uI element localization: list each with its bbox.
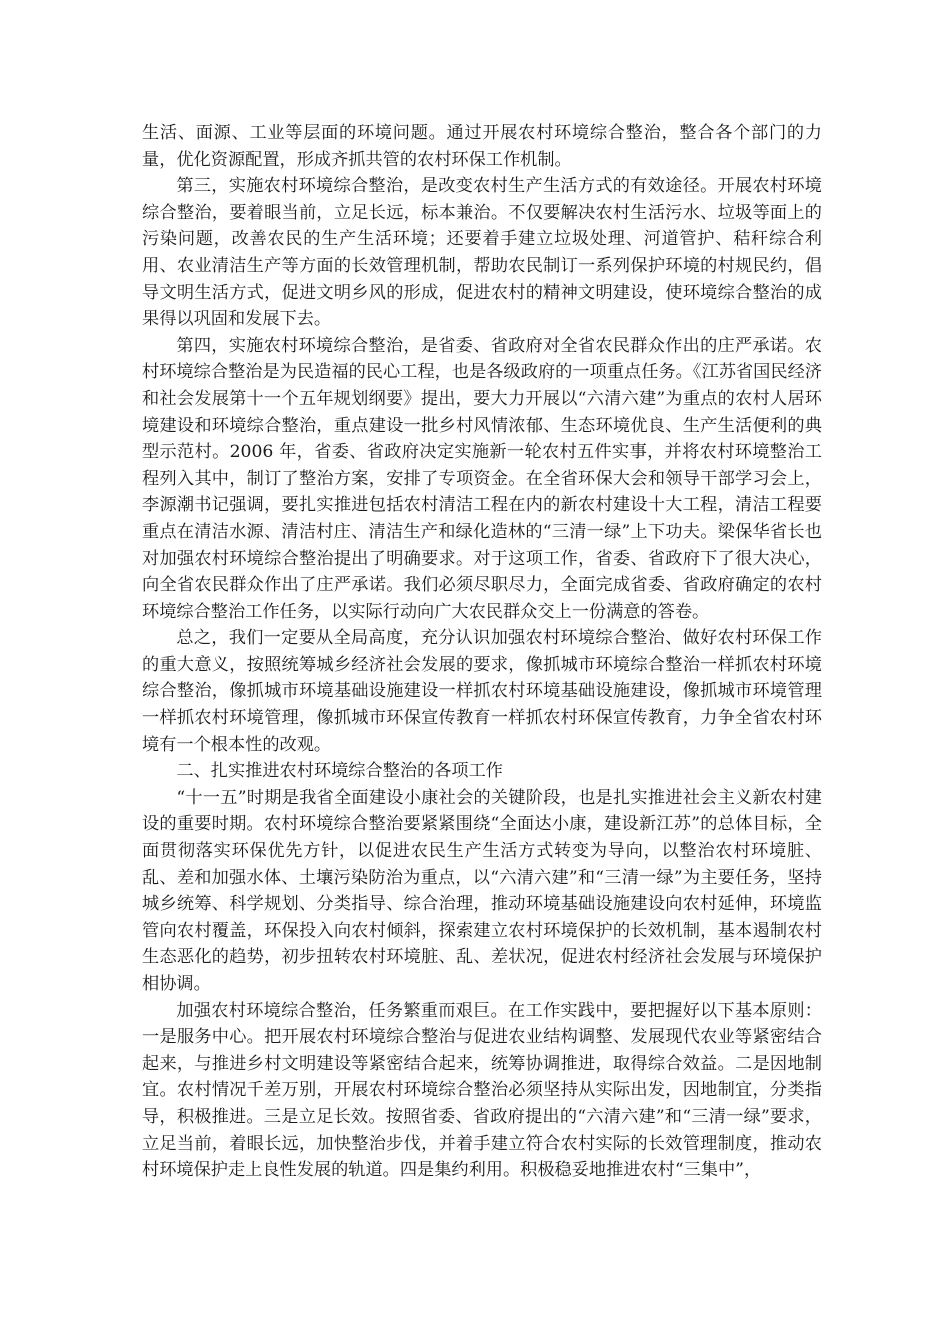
paragraph-fourth-point: 第四，实施农村环境综合整治，是省委、省政府对全省农民群众作出的庄严承诺。农村环境综合整治是为民造福的民心工程，也是各级政府的一项重点任务。《江苏省国民经济和社会发展第十一个五年规划纲要》提出，要大力开展以“六清六建”为重点的农村人居环境建设和环境综合整治，重点建设一批乡村风情浓郁、生态环境优良、生产生活便利的典型示范村。2006 年，省委、省政府决定实施新一轮农村五件实事，并将农村环境整治工程列入其中，制订了整治方案，安排了专项资金。在全省环保大会和领导干部学习会上，李源潮书记强调，要扎实推进包括农村清洁工程在内的新农村建设十大工程，清洁工程要重点在清洁水源、清洁村庄、清洁生产和绿化造林的“三清一绿”上下功夫。梁保华省长也对加强农村环境综合整治提出了明确要求。对于这项工作，省委、省政府下了很大决心，向全省农民群众作出了庄严承诺。我们必须尽职尽力，全面完成省委、省政府确定的农村环境综合整治工作任务，以实际行动向广大农民群众交上一份满意的答卷。 — [142, 335, 822, 622]
document-body — [142, 120, 822, 1184]
paragraph-third-point: 第三，实施农村环境综合整治，是改变农村生产生活方式的有效途径。开展农村环境综合整治，要着眼当前，立足长远，标本兼治。不仅要解决农村生活污水、垃圾等面上的污染问题，改善农民的生产生活环境；还要着手建立垃圾处理、河道管护、秸秆综合利用、农业清洁生产等方面的长效管理机制，帮助农民制订一系列保护环境的村规民约，倡导文明生活方式，促进文明乡风的形成，促进农村的精神文明建设，使环境综合整治的成果得以巩固和发展下去。 — [142, 176, 822, 330]
paragraph-summary: 总之，我们一定要从全局高度，充分认识加强农村环境综合整治、做好农村环保工作的重大意义，按照统筹城乡经济社会发展的要求，像抓城市环境综合整治一样抓农村环境综合整治，像抓城市环境基础设施建设一样抓农村环境基础设施建设，像抓城市环境管理一样抓农村环境管理，像抓城市环保宣传教育一样抓农村环保宣传教育，力争全省农村环境有一个根本性的改观。 — [142, 628, 822, 755]
paragraph-principles: 加强农村环境综合整治，任务繁重而艰巨。在工作实践中，要把握好以下基本原则：一是服务中心。把开展农村环境综合整治与促进农业结构调整、发展现代农业等紧密结合起来，与推进乡村文明建设等紧密结合起来，统筹协调推进，取得综合效益。二是因地制宜。农村情况千差万别，开展农村环境综合整治必须坚持从实际出发，因地制宜，分类指导，积极推进。三是立足长效。按照省委、省政府提出的“六清六建”和“三清一绿”要求，立足当前，着眼长远，加快整治步伐，并着手建立符合农村实际的长效管理制度，推动农村环境保护走上良性发展的轨道。四是集约利用。积极稳妥地推进农村“三集中”， — [142, 1000, 822, 1181]
section-heading: 二、扎实推进农村环境综合整治的各项工作 — [176, 761, 503, 782]
paragraph-continued: 生活、面源、工业等层面的环境问题。通过开展农村环境综合整治，整合各个部门的力量，优化资源配置，形成齐抓共管的农村环保工作机制。 — [142, 123, 822, 170]
paragraph-eleventh-five-year: “十一五”时期是我省全面建设小康社会的关键阶段，也是扎实推进社会主义新农村建设的重要时期。农村环境综合整治要紧紧围绕“全面达小康，建设新江苏”的总体目标，全面贯彻落实环保优先方针，以促进农民生产生活方式转变为导向，以整治农村环境脏、乱、差和加强水体、土壤污染防治为重点，以“六清六建”和“三清一绿”为主要任务，坚持城乡统筹、科学规划、分类指导、综合治理，推动环境基础设施建设向农村延伸，环境监管向农村覆盖，环保投入向农村倾斜，探索建立农村环境保护的长效机制，基本遏制农村生态恶化的趋势，初步扭转农村环境脏、乱、差状况，促进农村经济社会发展与环境保护相协调。 — [142, 787, 822, 994]
